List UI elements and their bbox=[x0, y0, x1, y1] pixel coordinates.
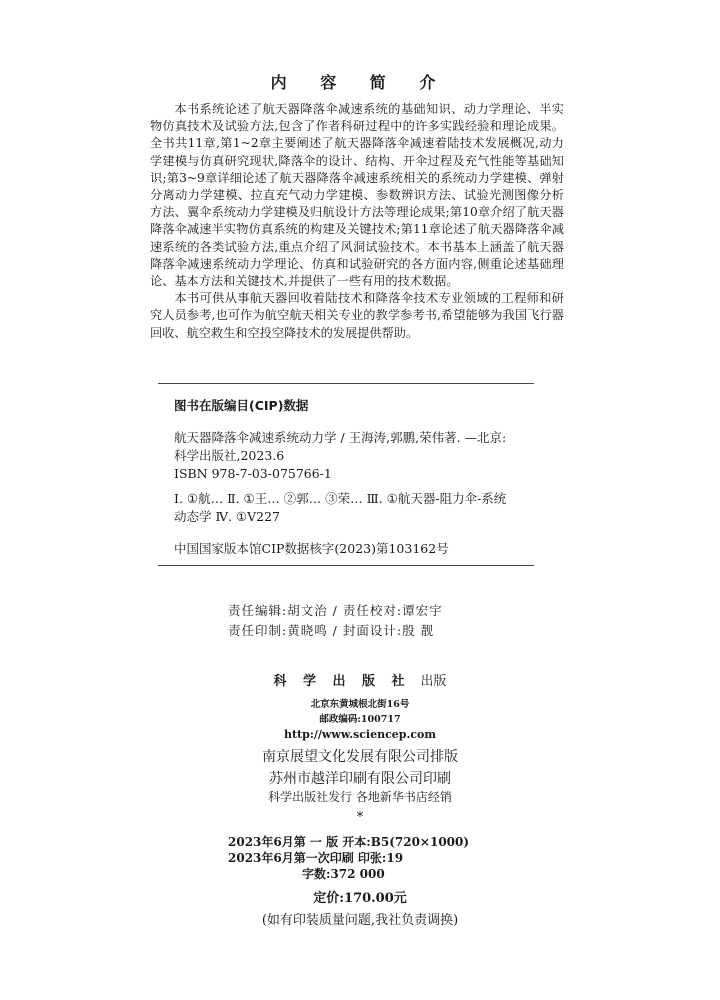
printing-line: 2023年6月第一次印刷 印张:19 bbox=[228, 851, 404, 865]
abstract bbox=[150, 101, 564, 342]
publisher-postcode: 邮政编码:100717 bbox=[319, 714, 401, 725]
cip-entry: 航天器降落伞减速系统动力学 / 王海涛,郭鹏,荣伟著. —北京:科学出版社,2023.6 bbox=[174, 430, 507, 463]
editors-line: 责任印制:黄晓鸣 / 封面设计:殷 靓 bbox=[228, 623, 435, 638]
publisher-name: 科 学 出 版 社 bbox=[273, 674, 411, 689]
abstract-paragraph: 本书可供从事航天器回收着陆技术和降落伞技术专业领域的工程师和研究人员参考,也可作为航空航天相关专业的教学参考书,希望能够为我国飞行器回收、航空救生和空投空降技术的发展提供帮助。 bbox=[150, 291, 564, 340]
cip-record: 中国国家版本馆CIP数据核字(2023)第103162号 bbox=[174, 541, 449, 556]
word-count: 字数:372 000 bbox=[302, 867, 385, 881]
editors-block bbox=[228, 601, 443, 641]
distribution: 科学出版社发行 各地新华书店经销 bbox=[268, 790, 452, 804]
edition-line: 2023年6月第 一 版 开本:B5(720×1000) bbox=[228, 835, 470, 849]
divider bbox=[158, 565, 534, 566]
cip-classification: Ⅰ. ①航… Ⅱ. ①王… ②郭… ③荣… Ⅲ. ①航天器-阻力伞-系统动态学 Ⅳ. ①V227 bbox=[174, 491, 507, 524]
price: 定价:170.00元 bbox=[313, 891, 407, 906]
publisher-address-block bbox=[0, 697, 720, 727]
publisher-url: http://www.sciencep.com bbox=[283, 728, 437, 741]
publisher-line bbox=[0, 670, 720, 689]
printer: 苏州市越洋印刷有限公司印刷 bbox=[269, 771, 451, 787]
separator-star: * bbox=[356, 810, 364, 825]
publisher-address: 北京东黄城根北街16号 bbox=[310, 699, 410, 710]
cip-heading: 图书在版编目(CIP)数据 bbox=[174, 398, 309, 413]
abstract-paragraph: 本书系统论述了航天器降落伞减速系统的基础知识、动力学理论、半实物仿真技术及试验方法,包含了作者科研过程中的许多实践经验和理论成果。全书共11章,第1~2章主要阐述了航天器降落伞减速着陆技术发展概况,动力学建模与仿真研究现状,降落伞的设计、结构、开伞过程及充气性能等基础知识;第3~9章详细论述了航天器降落伞减速系统相关的系统动力学建模、弹射分离动力学建模、拉直充气动力学建模、参数辨识方法、试验光测图像分析方法、翼伞系统动力学建模及归航设计方法等理论成果;第10章介绍了航天器降落伞减速半实物仿真系统的构建及关键技术;第11章论述了航天器降落伞减速系统的各类试验方法,重点介绍了风洞试验技术。本书基本上涵盖了航天器降落伞减速系统动力学理论、仿真和试验研究的各方面内容,侧重论述基础理论、基本方法和关键技术,并提供了一些有用的技术数据。 bbox=[150, 102, 564, 289]
typesetter: 南京展望文化发展有限公司排版 bbox=[262, 749, 458, 765]
editors-line: 责任编辑:胡文治 / 责任校对:谭宏宇 bbox=[228, 603, 443, 618]
cip-isbn: ISBN 978-7-03-075766-1 bbox=[174, 466, 332, 481]
page-title: 内 容 简 介 bbox=[270, 73, 450, 92]
publisher-suffix: 出版 bbox=[420, 674, 447, 689]
quality-note: (如有印装质量问题,我社负责调换) bbox=[261, 913, 459, 928]
divider bbox=[158, 383, 534, 384]
